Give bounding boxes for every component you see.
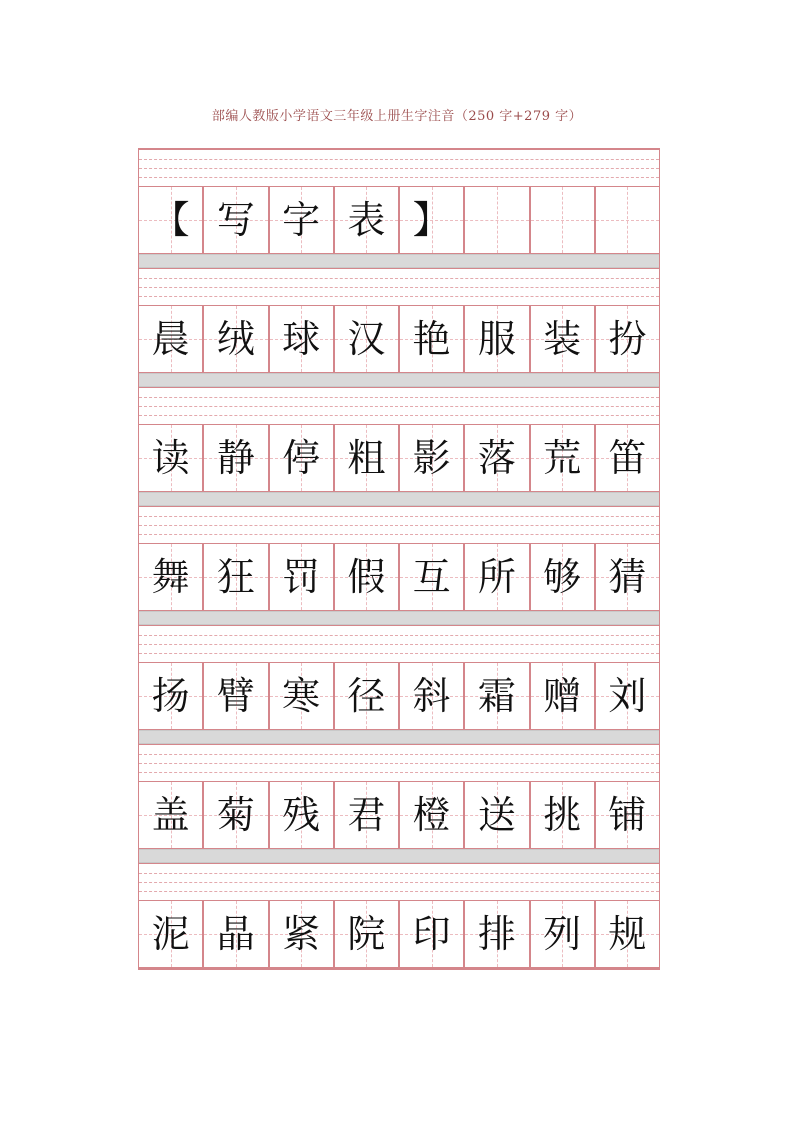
char-cell: 盖 [139,782,202,848]
char-cell: 径 [333,663,398,729]
char-cell: 落 [463,425,528,491]
char-cell [333,187,398,253]
char-cell: 赠 [529,663,594,729]
char-cell: 荒 [529,425,594,491]
char-cell: 晶 [202,901,267,967]
char-cell: 紧 [268,901,333,967]
char-row [139,305,659,373]
char-cell: 服 [463,306,528,372]
char-cell: 球 [268,306,333,372]
char-cell: 停 [268,425,333,491]
char-cell: 晨 [139,306,202,372]
char-row [139,424,659,492]
writing-grid-sheet [138,148,660,970]
header-row [139,186,659,254]
pinyin-band [139,148,659,186]
char-cell: 残 [268,782,333,848]
char-cell: 斜 [398,663,463,729]
char-cell: 扬 [139,663,202,729]
char-cell: 霜 [463,663,528,729]
char-cell [268,187,333,253]
char-cell: 送 [463,782,528,848]
char-cell: 互 [398,544,463,610]
header-char: 字 [282,198,321,242]
row-separator [139,730,659,744]
char-cell [398,187,463,253]
row-separator [139,849,659,863]
row-separator [139,611,659,625]
pinyin-band [139,625,659,662]
pinyin-band [139,506,659,543]
pinyin-band [139,863,659,900]
char-cell: 菊 [202,782,267,848]
char-row [139,662,659,730]
char-cell: 绒 [202,306,267,372]
char-cell: 排 [463,901,528,967]
char-cell: 挑 [529,782,594,848]
char-cell: 列 [529,901,594,967]
char-cell: 扮 [594,306,659,372]
row-separator [139,492,659,506]
row-separator [139,254,659,268]
char-row [139,900,659,968]
grid-bottom-border [139,968,659,970]
char-cell: 舞 [139,544,202,610]
empty-cell [463,187,528,253]
empty-cell [529,187,594,253]
char-cell: 院 [333,901,398,967]
char-cell: 规 [594,901,659,967]
char-cell: 读 [139,425,202,491]
char-cell: 铺 [594,782,659,848]
char-cell: 臂 [202,663,267,729]
char-cell: 罚 [268,544,333,610]
char-cell: 印 [398,901,463,967]
row-separator [139,373,659,387]
pinyin-band [139,387,659,424]
bracket-close: 】 [412,198,451,242]
empty-cell [594,187,659,253]
bracket-open: 【 [151,198,190,242]
char-cell [202,187,267,253]
char-cell: 刘 [594,663,659,729]
char-cell: 泥 [139,901,202,967]
pinyin-band [139,744,659,781]
char-cell: 粗 [333,425,398,491]
header-char: 写 [216,198,255,242]
header-char: 表 [347,198,386,242]
char-cell: 猜 [594,544,659,610]
char-cell: 所 [463,544,528,610]
char-cell: 艳 [398,306,463,372]
char-cell: 静 [202,425,267,491]
char-row [139,543,659,611]
char-cell: 假 [333,544,398,610]
char-cell: 汉 [333,306,398,372]
char-cell: 橙 [398,782,463,848]
char-cell: 够 [529,544,594,610]
char-cell: 君 [333,782,398,848]
char-row [139,781,659,849]
page-title: 部编人教版小学语文三年级上册生字注音（250 字+279 字） [211,109,583,124]
char-cell: 寒 [268,663,333,729]
char-cell: 狂 [202,544,267,610]
pinyin-band [139,268,659,305]
char-cell: 装 [529,306,594,372]
char-cell [139,187,202,253]
char-cell: 影 [398,425,463,491]
char-cell: 笛 [594,425,659,491]
